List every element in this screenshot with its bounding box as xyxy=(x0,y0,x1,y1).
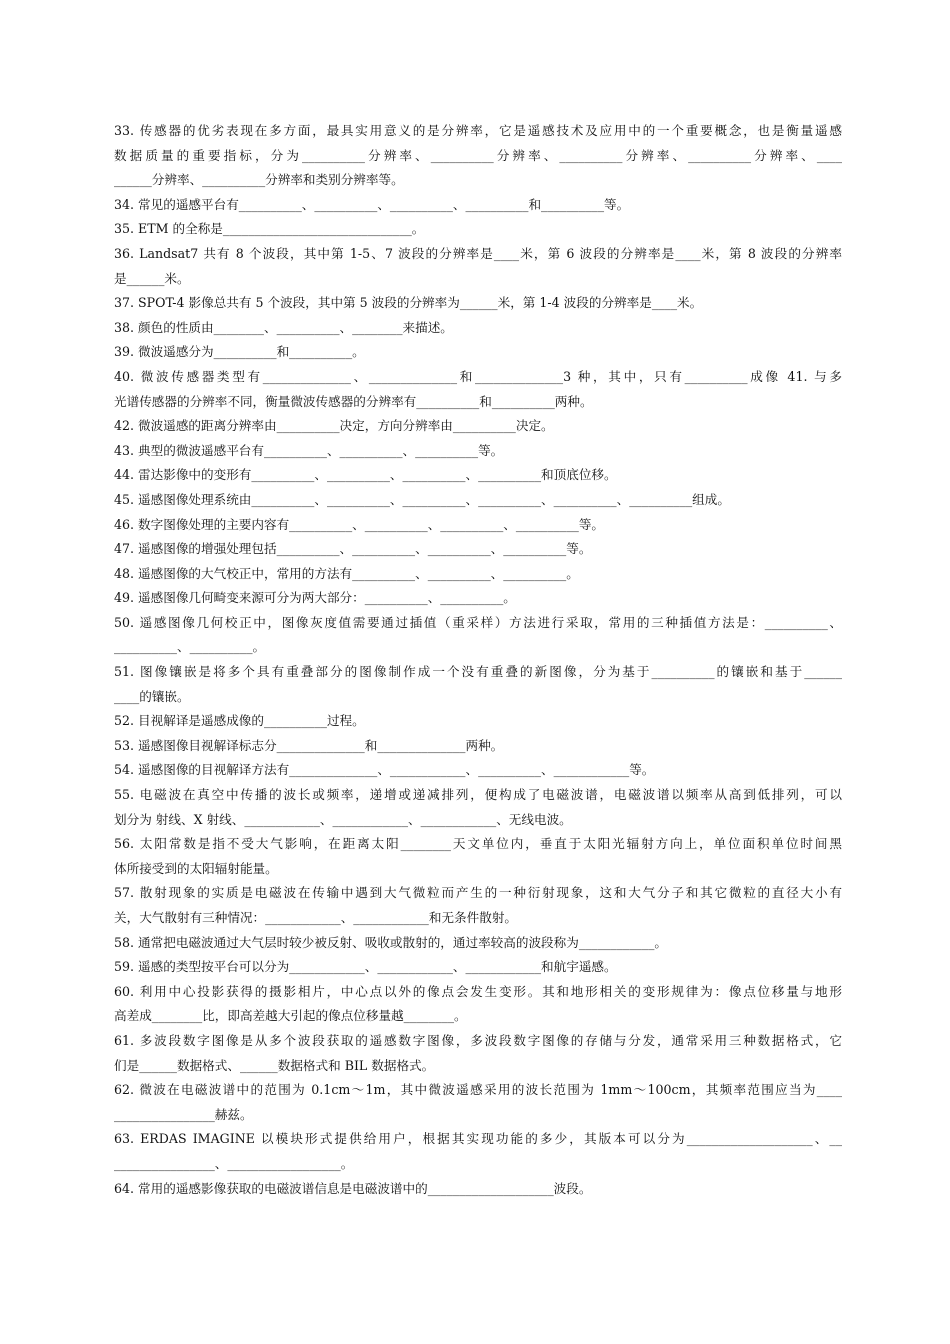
text-line: 40. 微波传感器类型有______________、______________和______________3 种，其中，只有__________成像 41. 与多 xyxy=(114,368,842,384)
text-line: 60. 利用中心投影获得的摄影相片，中心点以外的像点会发生变形。其和地形相关的变形规律为：像点位移量与地形 xyxy=(114,983,842,999)
text-line: 36. Landsat7 共有 8 个波段，其中第 1-5、7 波段的分辨率是____米，第 6 波段的分辨率是____米，第 8 波段的分辨率 xyxy=(114,245,842,261)
text-line: 44. 雷达影像中的变形有__________、__________、__________、__________和顶底位移。 xyxy=(114,467,617,483)
text-line: ______分辨率、__________分辨率和类别分辨率等。 xyxy=(114,172,404,188)
text-line: 62. 微波在电磁波谱中的范围为 0.1cm～1m，其中微波遥感采用的波长范围为 1mm～100cm，其频率范围应当为____ xyxy=(114,1082,842,1098)
text-line: 57. 散射现象的实质是电磁波在传输中遇到大气微粒而产生的一种衍射现象，这和大气分子和其它微粒的直径大小有 xyxy=(114,885,842,901)
text-line: 61. 多波段数字图像是从多个波段获取的遥感数字图像，多波段数字图像的存储与分发，通常采用三种数据格式，它 xyxy=(114,1032,842,1048)
text-line: 50. 遥感图像几何校正中，图像灰度值需要通过插值（重采样）方法进行采取，常用的三种插值方法是：__________、 xyxy=(114,614,842,630)
question-list xyxy=(114,119,842,1201)
text-line: ____的镶嵌。 xyxy=(114,688,190,704)
text-line: 52. 目视解译是遥感成像的__________过程。 xyxy=(114,713,365,729)
text-line: 37. SPOT-4 影像总共有 5 个波段，其中第 5 波段的分辨率为______米，第 1-4 波段的分辨率是____米。 xyxy=(114,295,703,311)
text-line: 46. 数字图像处理的主要内容有__________、__________、__________、__________等。 xyxy=(114,516,605,532)
text-line: 43. 典型的微波遥感平台有__________、__________、__________等。 xyxy=(114,442,504,458)
text-line: 51. 图像镶嵌是将多个具有重叠部分的图像制作成一个没有重叠的新图像，分为基于__________的镶嵌和基于______ xyxy=(114,664,842,680)
text-line: 64. 常用的遥感影像获取的电磁波谱信息是电磁波谱中的____________________波段。 xyxy=(114,1180,592,1196)
text-line: 38. 颜色的性质由________、__________、________来描述。 xyxy=(114,319,453,335)
text-line: 42. 微波遥感的距离分辨率由__________决定，方向分辨率由__________决定。 xyxy=(114,418,554,434)
text-line: 54. 遥感图像的目视解译方法有______________、____________、__________、____________等。 xyxy=(114,762,655,778)
text-line: 33. 传感器的优劣表现在多方面，最具实用意义的是分辨率，它是遥感技术及应用中的一个重要概念，也是衡量遥感 xyxy=(114,123,842,138)
text-line: 45. 遥感图像处理系统由__________、__________、__________、__________、__________、__________组成。 xyxy=(114,491,730,507)
text-line: 48. 遥感图像的大气校正中，常用的方法有__________、__________、__________。 xyxy=(114,565,579,581)
text-line: 是______米。 xyxy=(114,270,190,286)
text-line: 55. 电磁波在真空中传播的波长或频率，递增或递减排列，便构成了电磁波谱，电磁波谱以频率从高到低排列，可以 xyxy=(114,787,842,803)
text-line: ________________、__________________。 xyxy=(114,1155,354,1171)
text-line: 高差成________比，即高差越大引起的像点位移量越________。 xyxy=(114,1008,467,1024)
text-line: 34. 常见的遥感平台有__________、__________、__________、__________和__________等。 xyxy=(114,196,630,212)
text-line: 63. ERDAS IMAGINE 以模块形式提供给用户，根据其实现功能的多少，其版本可以分为____________________、__ xyxy=(114,1131,842,1147)
text-line: 数据质量的重要指标，分为__________分辨率、__________分辨率、__________分辨率、__________分辨率、____ xyxy=(114,147,842,163)
text-line: ________________赫兹。 xyxy=(114,1106,253,1122)
text-line: 49. 遥感图像几何畸变来源可分为两大部分：__________、__________。 xyxy=(114,590,516,606)
text-line: 47. 遥感图像的增强处理包括__________、__________、__________、__________等。 xyxy=(114,541,592,557)
text-line: 光谱传感器的分辨率不同，衡量微波传感器的分辨率有__________和__________两种。 xyxy=(114,393,593,409)
text-line: 58. 通常把电磁波通过大气层时较少被反射、吸收或散射的，通过率较高的波段称为____________。 xyxy=(114,934,667,950)
text-line: 35. ETM 的全称是______________________________。 xyxy=(114,221,425,237)
text-line: 59. 遥感的类型按平台可以分为____________、____________、____________和航宇遥感。 xyxy=(114,959,617,975)
text-line: 关，大气散射有三种情况：____________、____________和无条件散射。 xyxy=(114,910,517,925)
text-line: 53. 遥感图像目视解译标志分______________和______________两种。 xyxy=(114,737,504,753)
text-line: 体所接受到的太阳辐射能量。 xyxy=(114,860,278,876)
text-line: 56. 太阳常数是指不受大气影响，在距离太阳________天文单位内，垂直于太阳光辐射方向上，单位面积单位时间黑 xyxy=(114,836,842,852)
text-line: __________、__________。 xyxy=(114,639,266,655)
text-line: 39. 微波遥感分为__________和__________。 xyxy=(114,344,365,360)
text-line: 们是______数据格式、______数据格式和 BIL 数据格式。 xyxy=(114,1057,435,1073)
text-line: 划分为 射线、X 射线、____________、____________、____________、无线电波。 xyxy=(114,811,572,827)
